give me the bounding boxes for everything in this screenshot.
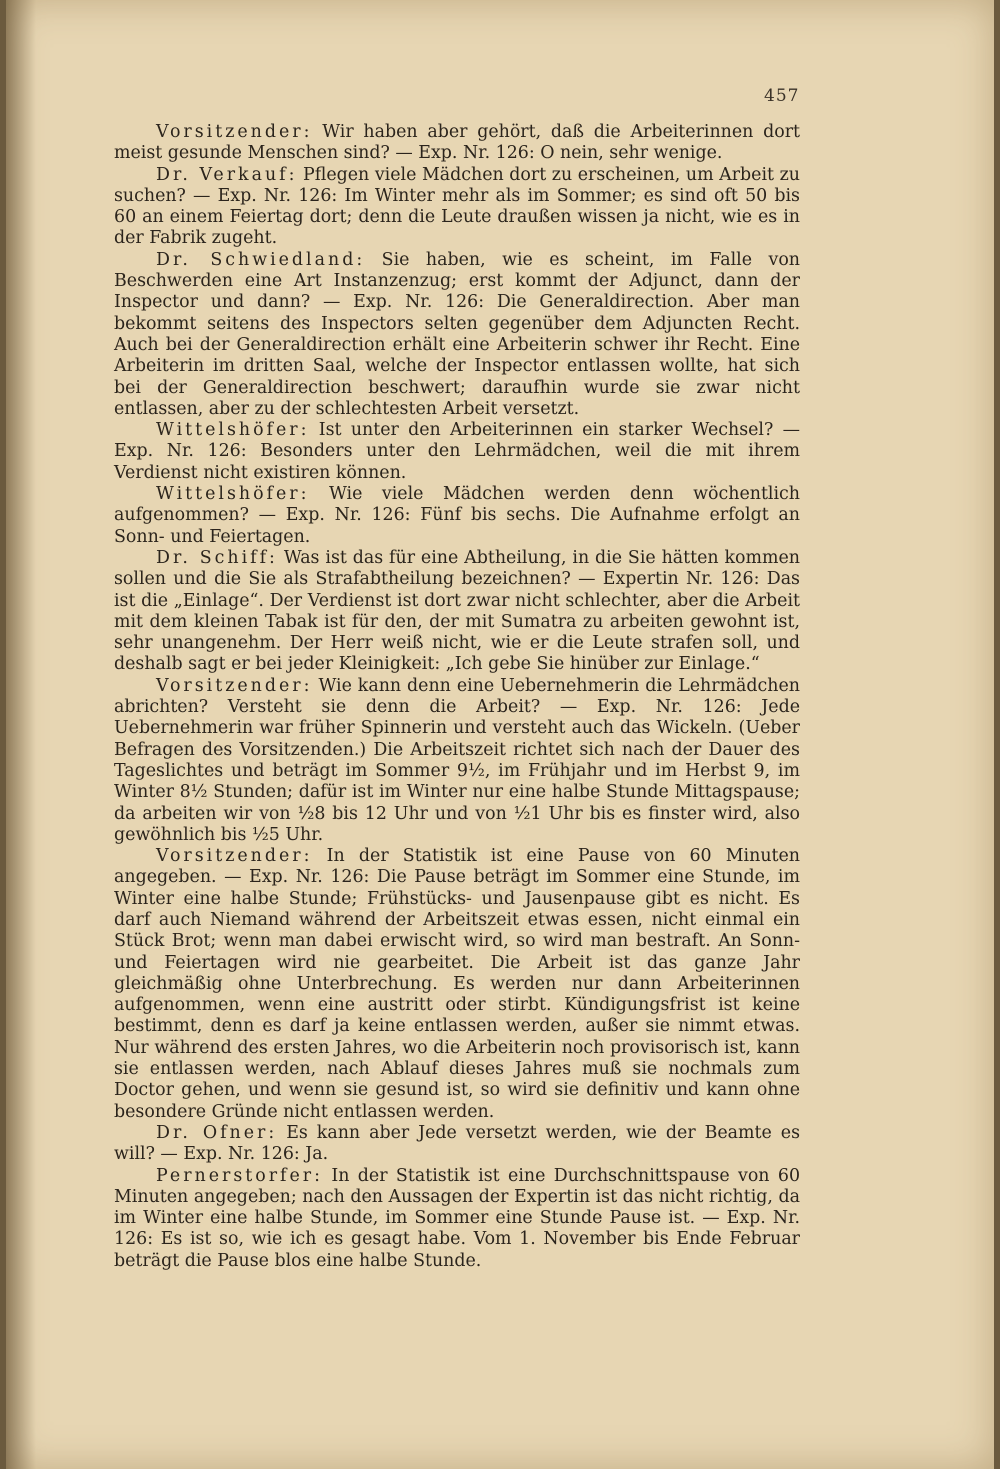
paragraph-text: Wie kann denn eine Uebernehmerin die Lehrmädchen abrichten? Versteht sie denn die Arbeit? — Exp. Nr. 126: Jede Uebernehmerin war früher Spinnerin und versteht auch das Wickeln. (Ueber Befragen des Vorsitzenden.) Die Arbeitszeit richtet sich nach der Dauer des Tageslichtes und beträgt im Sommer 9½, im Frühjahr und im Herbst 9, im Winter 8½ Stunden; dafür ist im Winter nur eine halbe Stunde Mittagspause; da arbeiten wir von ½8 bis 12 Uhr und von ½1 Uhr bis es finster wird, also gewöhnlich bis ½5 Uhr. — [114, 675, 800, 845]
paragraph-text: Was ist das für eine Abtheilung, in die Sie hätten kommen sollen und die Sie als Strafabtheilung bezeichnen? — Expertin Nr. 126: Das ist die „Einlage“. Der Verdienst ist dort zwar nicht schlechter, aber die Arbeit mit dem kleinen Tabak ist für den, der mit Sumatra zu arbeiten gewohnt ist, sehr unangenehm. Der Herr weiß nicht, wie er die Leute strafen soll, und deshalb sagt er bei jeder Kleinigkeit: „Ich gebe Sie hinüber zur Einlage.“ — [114, 547, 800, 675]
paragraph — [114, 484, 800, 548]
paragraph — [114, 420, 800, 484]
speaker-name: Pernerstorfer: — [156, 1165, 323, 1186]
speaker-name: Vorsitzender: — [156, 675, 313, 696]
paragraph — [114, 1166, 800, 1272]
paragraph-text: Wir haben aber gehört, daß die Arbeiterinnen dort meist gesunde Menschen sind? — Exp. Nr. 126: O nein, sehr wenige. — [114, 122, 801, 164]
binding-shadow — [6, 0, 36, 1469]
speaker-name: Wittelshöfer: — [156, 420, 310, 441]
paragraph-text: Pflegen viele Mädchen dort zu erscheinen, um Arbeit zu suchen? — Exp. Nr. 126: Im Winter mehr als im Sommer; es sind oft 50 bis 60 an einem Feiertag dort; denn die Leute draußen wissen ja nicht, wie es in der Fabrik zugeht. — [114, 164, 800, 249]
paragraph-text: In der Statistik ist eine Pause von 60 Minuten angegeben. — Exp. Nr. 126: Die Pause beträgt im Sommer eine Stunde, im Winter eine halbe Stunde; Frühstücks- und Jausenpause gibt es nicht. Es darf auch Niemand während der Arbeitszeit etwas essen, nicht einmal ein Stück Brot; wenn man dabei erwischt wird, so wird man bestraft. An Sonn- und Feiertagen wird nie gearbeitet. Die Arbeit ist das ganze Jahr gleichmäßig ohne Unterbrechung. Es werden nur dann Arbeiterinnen aufgenommen, wenn eine austritt oder stirbt. Kündigungsfrist ist keine bestimmt, denn es darf ja keine entlassen werden, außer sie nimmt etwas. Nur während des ersten Jahres, wo die Arbeiterin noch provisorisch ist, kann sie entlassen werden, nach Ablauf dieses Jahres muß sie nochmals zum Doctor gehen, und wenn sie gesund ist, so wird sie definitiv und kann ohne besondere Gründe nicht entlassen werden. — [114, 846, 801, 1122]
paragraph — [114, 1123, 800, 1166]
paragraph-text: Ist unter den Arbeiterinnen ein starker Wechsel? — Exp. Nr. 126: Besonders unter den Lehrmädchen, weil die mit ihrem Verdienst nicht existiren können. — [114, 420, 800, 483]
speaker-name: Dr. Schiff: — [156, 547, 278, 568]
page-number: 457 — [764, 86, 800, 106]
speaker-name: Wittelshöfer: — [156, 484, 310, 505]
paragraph-text: Es kann aber Jede versetzt werden, wie der Beamte es will? — Exp. Nr. 126: Ja. — [114, 1122, 801, 1165]
paragraph — [114, 250, 800, 420]
speaker-name: Vorsitzender: — [156, 846, 313, 867]
paragraph — [114, 548, 800, 676]
paragraph — [114, 676, 800, 846]
paragraph-text: In der Statistik ist eine Durchschnittspause von 60 Minuten angegeben; nach den Aussagen der Expertin ist das nicht richtig, da im Winter eine halbe Stunde, im Sommer eine Stunde Pause ist. — Exp. Nr. 126: Es ist so, wie ich es gesagt habe. Vom 1. November bis Ende Februar beträgt die Pause blos eine halbe Stunde. — [114, 1165, 801, 1271]
speaker-name: Dr. Ofner: — [156, 1122, 278, 1143]
paragraph-text: Wie viele Mädchen werden denn wöchentlich aufgenommen? — Exp. Nr. 126: Fünf bis sechs. Die Aufnahme erfolgt an Sonn- und Feiertagen. — [114, 484, 800, 547]
paragraph-text: Sie haben, wie es scheint, im Falle von Beschwerden eine Art Instanzenzug; erst kommt der Adjunct, dann der Inspector und dann? — Exp. Nr. 126: Die Generaldirection. Aber man bekommt seitens des Inspectors selten gegenüber dem Adjuncten Recht. Auch bei der Generaldirection erhält eine Arbeiterin schwer ihr Recht. Eine Arbeiterin im dritten Saal, welche der Inspector entlassen wollte, hat sich bei der Generaldirection beschwert; daraufhin wurde sie zwar nicht entlassen, aber zu der schlechtesten Arbeit versetzt. — [114, 249, 800, 419]
speaker-name: Dr. Verkauf: — [156, 164, 298, 185]
paragraph — [114, 122, 800, 165]
speaker-name: Dr. Schwiedland: — [156, 249, 366, 270]
paragraph — [114, 846, 800, 1123]
body-text — [114, 122, 800, 1272]
speaker-name: Vorsitzender: — [156, 122, 313, 142]
paragraph — [114, 165, 800, 250]
book-page — [6, 0, 994, 1469]
